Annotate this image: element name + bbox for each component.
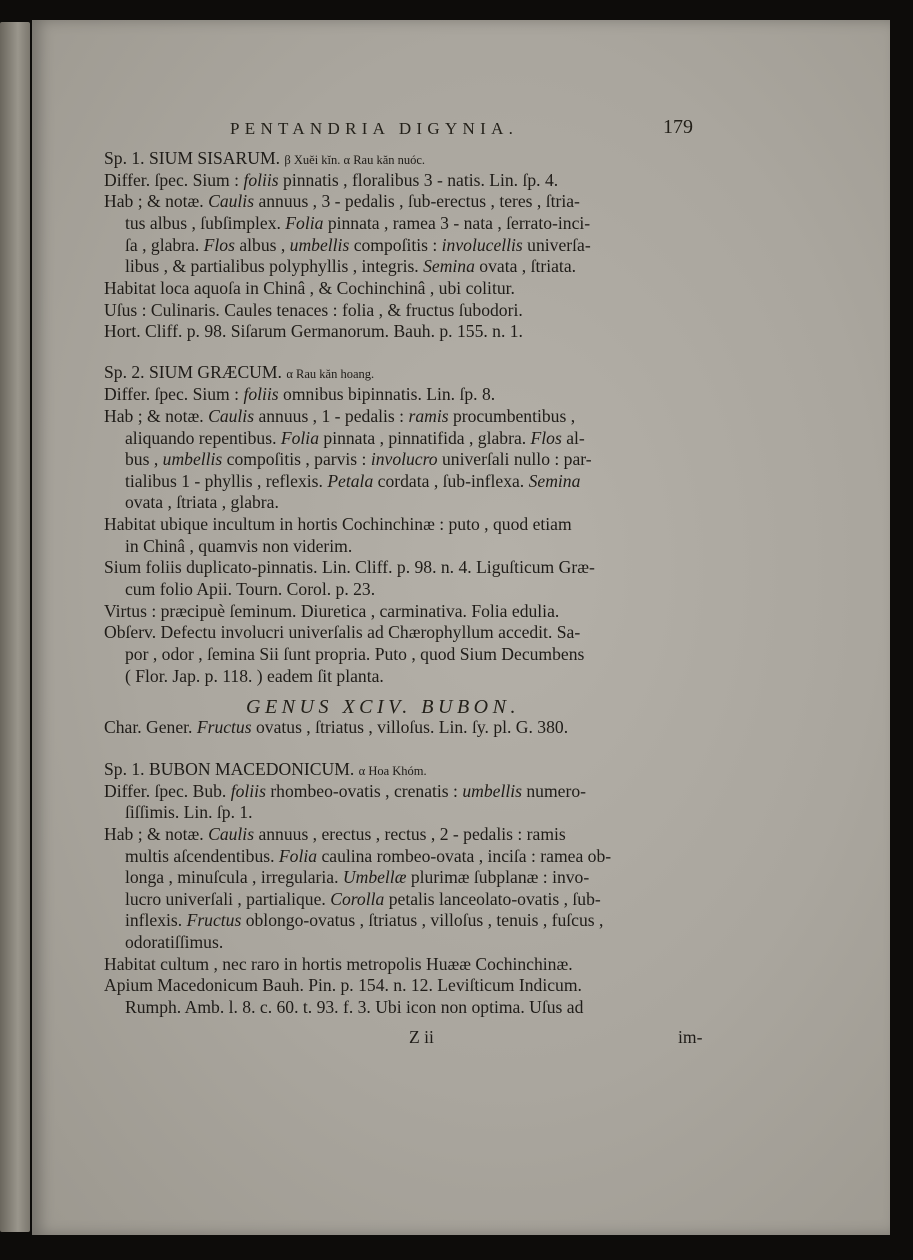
text-line: ( Flor. Jap. p. 118. ) eadem ſit planta. [125, 666, 384, 686]
text-line: Uſus : Culinaris. Caules tenaces : folia , & fructus ſubodori. [104, 300, 523, 320]
text-line: multis aſcendentibus. Folia caulina rombeo-ovata , inciſa : ramea ob- [125, 846, 612, 866]
page-number: 179 [663, 116, 693, 138]
text-line: Sp. 1. BUBON MACEDONICUM. α Hoa Khóm. [104, 759, 427, 779]
text-line: bus , umbellis compoſitis , parvis : involucro univerſali nullo : par- [125, 449, 592, 469]
signature-mark: Z ii [409, 1027, 434, 1047]
text-line: ovata , ſtriata , glabra. [125, 492, 279, 512]
text-line: Rumph. Amb. l. 8. c. 60. t. 93. f. 3. Ubi icon non optima. Uſus ad [125, 997, 584, 1017]
text-line: Apium Macedonicum Bauh. Pin. p. 154. n. 12. Leviſticum Indicum. [104, 975, 582, 995]
text-line: Sp. 2. SIUM GRÆCUM. α Rau kăn hoang. [104, 362, 375, 382]
text-line: cum folio Apii. Tourn. Corol. p. 23. [125, 579, 376, 599]
text-line: Differ. ſpec. Bub. foliis rhombeo-ovatis , crenatis : umbellis numero- [104, 781, 586, 801]
text-line: in Chinâ , quamvis non viderim. [125, 536, 353, 556]
text-line: Hab ; & notæ. Caulis annuus , 3 - pedalis , ſub-erectus , teres , ſtria- [104, 191, 580, 211]
text-line: inflexis. Fructus oblongo-ovatus , ſtriatus , villoſus , tenuis , fuſcus , [125, 910, 604, 930]
text-line: ſiſſimis. Lin. ſp. 1. [125, 802, 253, 822]
text-line: Char. Gener. Fructus ovatus , ſtriatus , villoſus. Lin. ſy. pl. G. 380. [104, 717, 569, 737]
text-line: Hab ; & notæ. Caulis annuus , erectus , rectus , 2 - pedalis : ramis [104, 824, 566, 844]
text-line: Hort. Cliff. p. 98. Siſarum Germanorum. Bauh. p. 155. n. 1. [104, 321, 523, 341]
text-line: Habitat loca aquoſa in Chinâ , & Cochinchinâ , ubi colitur. [104, 278, 515, 298]
running-title: PENTANDRIA DIGYNIA. [230, 119, 519, 138]
text-line: Habitat ubique incultum in hortis Cochinchinæ : puto , quod etiam [104, 514, 572, 534]
text-line: ſa , glabra. Flos albus , umbellis compoſitis : involucellis univerſa- [125, 235, 591, 255]
text-line: Differ. ſpec. Sium : foliis pinnatis , floralibus 3 - natis. Lin. ſp. 4. [104, 170, 559, 190]
text-line: Habitat cultum , nec raro in hortis metropolis Huææ Cochinchinæ. [104, 954, 573, 974]
text-line: Virtus : præcipuè ſeminum. Diuretica , carminativa. Folia edulia. [104, 601, 560, 621]
text-line: libus , & partialibus polyphyllis , integris. Semina ovata , ſtriata. [125, 256, 577, 276]
genus-heading: GENUS XCIV. BUBON. [246, 696, 520, 718]
text-line: por , odor , ſemina Sii ſunt propria. Puto , quod Sium Decumbens [125, 644, 585, 664]
text-line: Obſerv. Defectu involucri univerſalis ad Chærophyllum accedit. Sa- [104, 622, 581, 642]
text-line: lucro univerſali , partialique. Corolla petalis lanceolato-ovatis , ſub- [125, 889, 601, 909]
text-line: tus albus , ſubſimplex. Folia pinnata , ramea 3 - nata , ſerrato-inci- [125, 213, 591, 233]
text-line: Differ. ſpec. Sium : foliis omnibus bipinnatis. Lin. ſp. 8. [104, 384, 496, 404]
text-line: odoratiſſimus. [125, 932, 224, 952]
text-line: aliquando repentibus. Folia pinnata , pinnatifida , glabra. Flos al- [125, 428, 585, 448]
text-line: Sp. 1. SIUM SISARUM. β Xuĕi kĭn. α Rau kăn nuóc. [104, 148, 426, 168]
text-line: Hab ; & notæ. Caulis annuus , 1 - pedalis : ramis procumbentibus , [104, 406, 576, 426]
catchword: im- [678, 1027, 703, 1047]
book-page [32, 20, 890, 1235]
text-line: tialibus 1 - phyllis , reflexis. Petala cordata , ſub-inflexa. Semina [125, 471, 581, 491]
left-page-edge [0, 22, 30, 1232]
text-line: Sium foliis duplicato-pinnatis. Lin. Cliff. p. 98. n. 4. Liguſticum Græ- [104, 557, 595, 577]
text-line: longa , minuſcula , irregularia. Umbellæ plurimæ ſubplanæ : invo- [125, 867, 590, 887]
